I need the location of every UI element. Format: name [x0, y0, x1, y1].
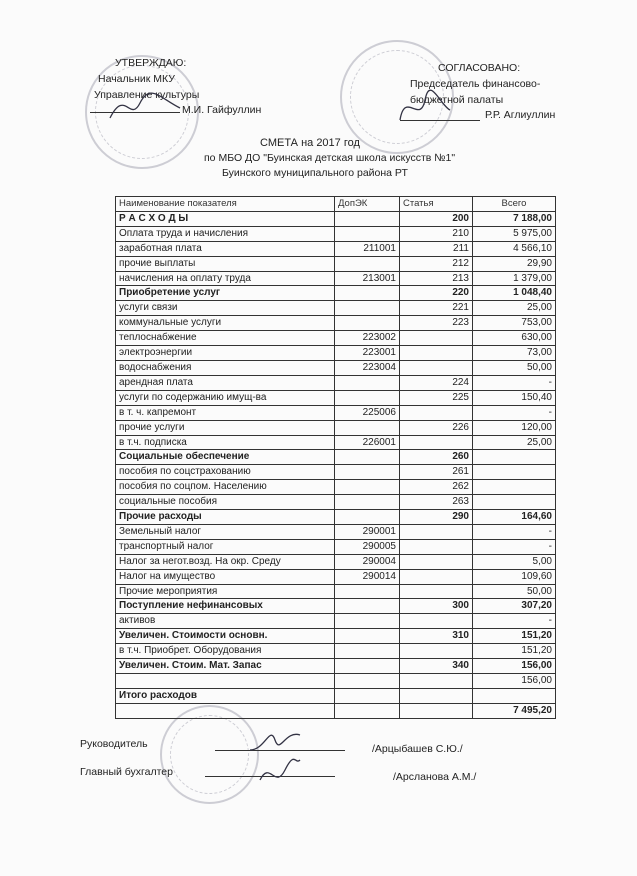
row-total: 307,20	[473, 599, 556, 614]
row-total: -	[473, 375, 556, 390]
row-code	[335, 688, 400, 703]
row-article: 223	[400, 316, 473, 331]
row-code: 290005	[335, 539, 400, 554]
row-article: 262	[400, 480, 473, 495]
row-total: -	[473, 539, 556, 554]
row-name: пособия по соцпом. Населению	[116, 480, 335, 495]
row-name: Увеличен. Стоим. Мат. Запас	[116, 659, 335, 674]
row-name: коммунальные услуги	[116, 316, 335, 331]
table-row	[116, 420, 556, 435]
row-total: -	[473, 405, 556, 420]
row-name: прочие выплаты	[116, 256, 335, 271]
row-name: пособия по соцстрахованию	[116, 465, 335, 480]
row-name: социальные пособия	[116, 495, 335, 510]
table-row	[116, 584, 556, 599]
table-row	[116, 539, 556, 554]
table-row	[116, 316, 556, 331]
row-total: 50,00	[473, 584, 556, 599]
row-code	[335, 211, 400, 226]
row-code	[335, 703, 400, 718]
header-name: Наименование показателя	[116, 197, 335, 212]
row-article: 224	[400, 375, 473, 390]
table-row	[116, 390, 556, 405]
table-row	[116, 495, 556, 510]
row-total: 73,00	[473, 346, 556, 361]
row-name: теплоснабжение	[116, 331, 335, 346]
row-code	[335, 286, 400, 301]
head-name: /Арцыбашев С.Ю./	[372, 743, 463, 755]
row-article: 213	[400, 271, 473, 286]
row-name: Увеличен. Стоимости основн.	[116, 629, 335, 644]
row-total	[473, 450, 556, 465]
row-code	[335, 629, 400, 644]
row-name: транспортный налог	[116, 539, 335, 554]
row-name: водоснабжения	[116, 360, 335, 375]
row-code	[335, 674, 400, 689]
row-article	[400, 539, 473, 554]
row-total: 5 975,00	[473, 226, 556, 241]
row-name: начисления на оплату труда	[116, 271, 335, 286]
row-code: 223004	[335, 360, 400, 375]
approve-signature	[105, 88, 185, 128]
row-article: 300	[400, 599, 473, 614]
row-name: прочие услуги	[116, 420, 335, 435]
row-total: 151,20	[473, 644, 556, 659]
row-total: 50,00	[473, 360, 556, 375]
row-article	[400, 674, 473, 689]
row-code	[335, 256, 400, 271]
row-total: 109,60	[473, 569, 556, 584]
table-row	[116, 375, 556, 390]
row-total: 150,40	[473, 390, 556, 405]
row-article: 226	[400, 420, 473, 435]
row-code	[335, 659, 400, 674]
row-article: 210	[400, 226, 473, 241]
row-total: -	[473, 524, 556, 539]
row-total: 1 048,40	[473, 286, 556, 301]
row-code	[335, 584, 400, 599]
table-row	[116, 659, 556, 674]
row-article	[400, 524, 473, 539]
table-row	[116, 554, 556, 569]
row-article: 260	[400, 450, 473, 465]
row-total: 1 379,00	[473, 271, 556, 286]
row-name: услуги связи	[116, 301, 335, 316]
row-code	[335, 644, 400, 659]
row-name: Земельный налог	[116, 524, 335, 539]
row-name: заработная плата	[116, 241, 335, 256]
row-total	[473, 465, 556, 480]
row-article: 310	[400, 629, 473, 644]
table-row	[116, 271, 556, 286]
table-row	[116, 465, 556, 480]
row-total: -	[473, 614, 556, 629]
row-code: 290001	[335, 524, 400, 539]
table-row	[116, 614, 556, 629]
row-total: 753,00	[473, 316, 556, 331]
document-title: СМЕТА на 2017 год	[260, 137, 360, 149]
row-code	[335, 316, 400, 331]
table-row	[116, 569, 556, 584]
row-total	[473, 480, 556, 495]
agreed-line1: Председатель финансово-	[410, 78, 541, 90]
row-code	[335, 450, 400, 465]
row-total: 5,00	[473, 554, 556, 569]
table-row	[116, 211, 556, 226]
table-row	[116, 256, 556, 271]
row-total: 156,00	[473, 659, 556, 674]
row-total: 164,60	[473, 510, 556, 525]
row-code	[335, 480, 400, 495]
table-row	[116, 286, 556, 301]
row-total	[473, 495, 556, 510]
row-name: Р А С Х О Д Ы	[116, 211, 335, 226]
row-article	[400, 554, 473, 569]
accountant-name: /Арсланова А.М./	[393, 771, 477, 783]
table-row	[116, 241, 556, 256]
row-total: 25,00	[473, 301, 556, 316]
row-article	[400, 360, 473, 375]
table-row	[116, 405, 556, 420]
row-name: услуги по содержанию имущ-ва	[116, 390, 335, 405]
row-name: в т.ч. подписка	[116, 435, 335, 450]
table-row	[116, 360, 556, 375]
row-name	[116, 703, 335, 718]
header-total: Всего	[473, 197, 556, 212]
row-article: 212	[400, 256, 473, 271]
row-article	[400, 435, 473, 450]
table-row	[116, 435, 556, 450]
row-code: 223001	[335, 346, 400, 361]
table-row	[116, 629, 556, 644]
row-total: 630,00	[473, 331, 556, 346]
agreed-signature	[395, 85, 455, 130]
row-name: арендная плата	[116, 375, 335, 390]
row-article: 211	[400, 241, 473, 256]
row-article	[400, 584, 473, 599]
row-total: 25,00	[473, 435, 556, 450]
row-code	[335, 510, 400, 525]
table-row	[116, 450, 556, 465]
table-row	[116, 346, 556, 361]
row-article	[400, 346, 473, 361]
row-name: Налог за негот.возд. На окр. Среду	[116, 554, 335, 569]
row-name: Итого расходов	[116, 688, 335, 703]
table-row	[116, 301, 556, 316]
row-code	[335, 390, 400, 405]
table-row	[116, 703, 556, 718]
table-row	[116, 644, 556, 659]
table-row	[116, 674, 556, 689]
approve-title: УТВЕРЖДАЮ:	[115, 57, 187, 69]
row-article	[400, 688, 473, 703]
approve-line2: Управление культуры	[94, 89, 200, 101]
row-code: 211001	[335, 241, 400, 256]
row-article	[400, 703, 473, 718]
row-total: 7 188,00	[473, 211, 556, 226]
row-article	[400, 331, 473, 346]
row-name: Налог на имущество	[116, 569, 335, 584]
row-code: 226001	[335, 435, 400, 450]
accountant-label: Главный бухгалтер	[80, 766, 173, 778]
table-row	[116, 524, 556, 539]
row-total: 120,00	[473, 420, 556, 435]
row-name: Оплата труда и начисления	[116, 226, 335, 241]
row-total: 156,00	[473, 674, 556, 689]
row-name	[116, 674, 335, 689]
row-article: 225	[400, 390, 473, 405]
row-article: 290	[400, 510, 473, 525]
header-article: Статья	[400, 197, 473, 212]
row-article: 340	[400, 659, 473, 674]
document-subtitle-2: Буинского муниципального района РТ	[222, 167, 408, 179]
row-code	[335, 599, 400, 614]
row-code: 290004	[335, 554, 400, 569]
budget-table	[115, 196, 556, 719]
row-name: активов	[116, 614, 335, 629]
row-code	[335, 614, 400, 629]
row-article: 261	[400, 465, 473, 480]
row-name: в т. ч. капремонт	[116, 405, 335, 420]
row-code	[335, 226, 400, 241]
row-article: 263	[400, 495, 473, 510]
head-label: Руководитель	[80, 738, 148, 750]
row-total	[473, 688, 556, 703]
row-article	[400, 644, 473, 659]
row-code: 223002	[335, 331, 400, 346]
row-code: 290014	[335, 569, 400, 584]
row-article	[400, 569, 473, 584]
row-article	[400, 614, 473, 629]
agreed-line2: бюджетной палаты	[410, 94, 504, 106]
header-code: ДопЭК	[335, 197, 400, 212]
row-total: 29,90	[473, 256, 556, 271]
document-subtitle: по МБО ДО "Буинская детская школа искусств №1"	[204, 152, 456, 164]
row-code	[335, 465, 400, 480]
row-code: 225006	[335, 405, 400, 420]
table-row	[116, 510, 556, 525]
row-total: 151,20	[473, 629, 556, 644]
row-name: Прочие мероприятия	[116, 584, 335, 599]
approve-line1: Начальник МКУ	[98, 73, 175, 85]
row-code	[335, 301, 400, 316]
row-name: в т.ч. Приобрет. Оборудования	[116, 644, 335, 659]
row-article: 221	[400, 301, 473, 316]
row-name: электроэнергии	[116, 346, 335, 361]
table-row	[116, 599, 556, 614]
row-article	[400, 405, 473, 420]
row-name: Поступление нефинансовых	[116, 599, 335, 614]
table-row	[116, 226, 556, 241]
agreed-name: Р.Р. Аглиуллин	[485, 109, 556, 121]
approve-name: М.И. Гайфуллин	[182, 104, 262, 116]
table-row	[116, 688, 556, 703]
row-code: 213001	[335, 271, 400, 286]
accountant-signature	[255, 755, 305, 795]
row-article: 220	[400, 286, 473, 301]
row-total: 4 566,10	[473, 241, 556, 256]
table-row	[116, 331, 556, 346]
agreed-title: СОГЛАСОВАНО:	[438, 62, 521, 74]
row-name: Социальные обеспечение	[116, 450, 335, 465]
row-code	[335, 375, 400, 390]
head-signature	[245, 720, 305, 760]
row-name: Приобретение услуг	[116, 286, 335, 301]
table-header	[116, 197, 556, 212]
row-code	[335, 420, 400, 435]
row-total: 7 495,20	[473, 703, 556, 718]
row-name: Прочие расходы	[116, 510, 335, 525]
row-code	[335, 495, 400, 510]
row-article: 200	[400, 211, 473, 226]
table-row	[116, 480, 556, 495]
